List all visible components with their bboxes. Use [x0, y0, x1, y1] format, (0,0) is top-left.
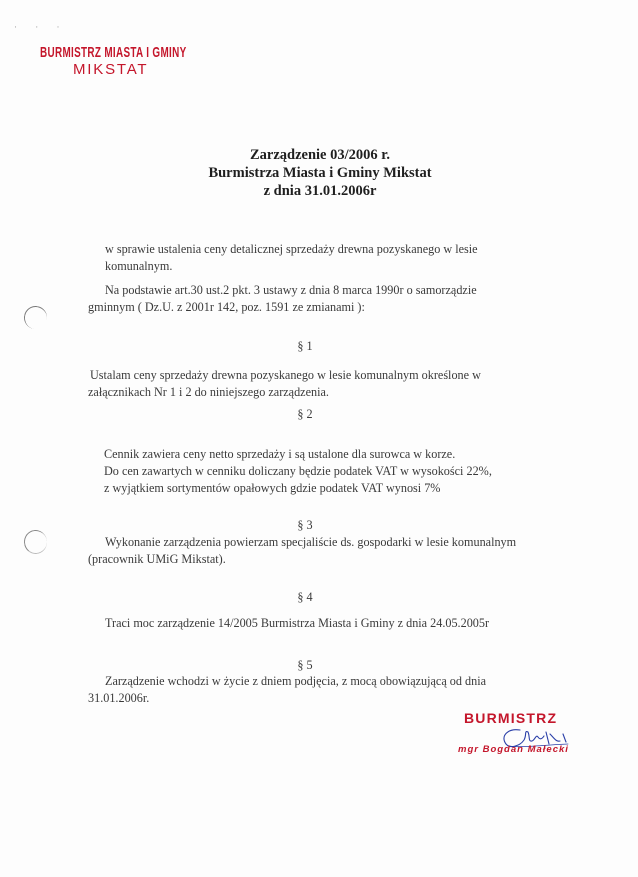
- heading-line-2: Burmistrza Miasta i Gminy Mikstat: [208, 165, 432, 181]
- legal-basis-paragraph: [88, 282, 477, 316]
- signature-block: [450, 708, 580, 768]
- section-1-text: [88, 367, 481, 401]
- section-5-text: [88, 673, 486, 707]
- heading-line-1: Zarządzenie 03/2006 r.: [249, 147, 390, 163]
- stamp-line-1: BURMISTRZ MIASTA I GMINY: [40, 44, 187, 61]
- section-2-line-1: Cennik zawiera ceny netto sprzedaży i są ustalone dla surowca w korze.: [104, 447, 456, 461]
- punch-hole-mark: [22, 304, 49, 331]
- punch-hole-mark: [23, 529, 48, 555]
- document-heading: [140, 146, 500, 200]
- section-2-line-2: Do cen zawartych w cenniku doliczany będzie podatek VAT w wysokości 22%,: [104, 464, 492, 478]
- section-2-line-3: z wyjątkiem sortymentów opałowych gdzie podatek VAT wynosi 7%: [104, 481, 441, 495]
- scan-specks: · · ·: [14, 22, 68, 32]
- section-5-line-1: Zarządzenie wchodzi w życie z dniem podjęcia, z mocą obowiązującą od dnia: [105, 674, 487, 688]
- section-2-mark: § 2: [297, 407, 313, 421]
- section-3-mark: § 3: [297, 518, 313, 532]
- section-3-line-1: Wykonanie zarządzenia powierzam specjaliście ds. gospodarki w lesie komunalnym: [105, 535, 517, 549]
- basis-line-1: Na podstawie art.30 ust.2 pkt. 3 ustawy z dnia 8 marca 1990r o samorządzie: [105, 283, 477, 297]
- stamp-line-2: MIKSTAT: [73, 61, 149, 78]
- section-1-line-2: załącznikach Nr 1 i 2 do niniejszego zarządzenia.: [88, 385, 329, 399]
- section-2-text: [104, 446, 492, 497]
- office-stamp: [40, 44, 200, 78]
- section-4-line-1: Traci moc zarządzenie 14/2005 Burmistrza Miasta i Gminy z dnia 24.05.2005r: [105, 616, 490, 630]
- section-4-mark: § 4: [297, 590, 313, 604]
- section-3-line-2: (pracownik UMiG Mikstat).: [88, 552, 226, 566]
- basis-line-2: gminnym ( Dz.U. z 2001r 142, poz. 1591 ze zmianami ):: [88, 300, 365, 314]
- section-5-line-2: 31.01.2006r.: [88, 691, 150, 705]
- signature-name: mgr Bogdan Małecki: [458, 744, 569, 755]
- heading-line-3: z dnia 31.01.2006r: [263, 183, 377, 199]
- subject-line-2: komunalnym.: [105, 259, 173, 273]
- section-1-line-1: Ustalam ceny sprzedaży drewna pozyskanego w lesie komunalnym określone w: [90, 368, 481, 382]
- section-3-text: [88, 534, 516, 568]
- section-4-text: [105, 615, 489, 632]
- subject-paragraph: [105, 241, 478, 275]
- subject-line-1: w sprawie ustalenia ceny detalicznej sprzedaży drewna pozyskanego w lesie: [105, 242, 478, 256]
- section-1-mark: § 1: [297, 339, 313, 353]
- signature-title: BURMISTRZ: [464, 710, 558, 726]
- section-5-mark: § 5: [297, 658, 313, 672]
